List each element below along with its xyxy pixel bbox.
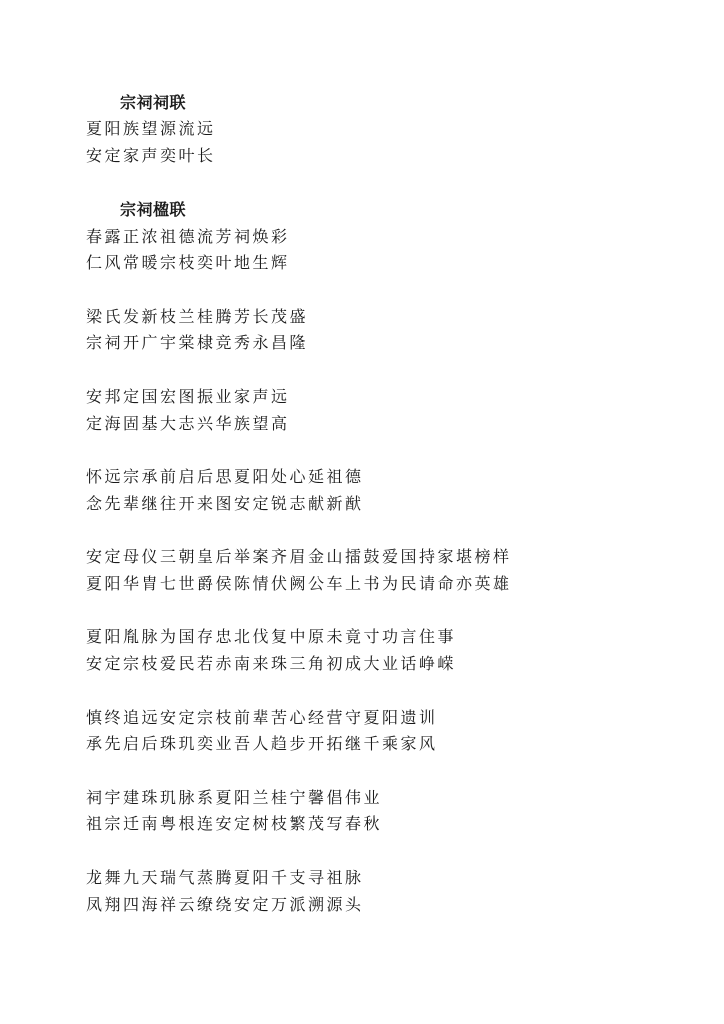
couplet-line: 夏阳华胄七世爵侯陈情伏阙公车上书为民请命亦英雄 bbox=[86, 574, 512, 593]
couplet-line: 怀远宗承前启后思夏阳处心延祖德 bbox=[86, 467, 364, 486]
section-heading-ancestral-hall-couplet: 宗祠祠联 bbox=[120, 93, 187, 112]
couplet-line: 承先启后珠玑奕业吾人趋步开拓继千乘家风 bbox=[86, 734, 438, 753]
couplet-line: 安定家声奕叶长 bbox=[86, 146, 216, 165]
couplet-line: 祠宇建珠玑脉系夏阳兰桂宁馨倡伟业 bbox=[86, 788, 383, 807]
couplet-line: 定海固基大志兴华族望高 bbox=[86, 414, 290, 433]
couplet-line: 仁风常暖宗枝奕叶地生辉 bbox=[86, 253, 290, 272]
couplet-line: 夏阳族望源流远 bbox=[86, 119, 216, 138]
section-heading-pillar-couplets: 宗祠楹联 bbox=[120, 200, 187, 219]
couplet-line: 念先辈继往开来图安定锐志献新猷 bbox=[86, 494, 364, 513]
couplet-line: 安定母仪三朝皇后举案齐眉金山擂鼓爱国持家堪榜样 bbox=[86, 547, 512, 566]
couplet-line: 宗祠开广宇棠棣竞秀永昌隆 bbox=[86, 333, 309, 352]
couplet-line: 龙舞九天瑞气蒸腾夏阳千支寻祖脉 bbox=[86, 868, 364, 887]
couplet-line: 春露正浓祖德流芳祠焕彩 bbox=[86, 227, 290, 246]
couplet-line: 祖宗迁南粤根连安定树枝繁茂写春秋 bbox=[86, 814, 383, 833]
couplet-line: 夏阳胤脉为国存忠北伐复中原未竟寸功言住事 bbox=[86, 627, 457, 646]
couplet-line: 慎终追远安定宗枝前辈苦心经营守夏阳遗训 bbox=[86, 708, 438, 727]
couplet-line: 凤翔四海祥云缭绕安定万派溯源头 bbox=[86, 895, 364, 914]
couplet-line: 安定宗枝爱民若赤南来珠三角初成大业话峥嵘 bbox=[86, 654, 457, 673]
couplet-line: 安邦定国宏图振业家声远 bbox=[86, 387, 290, 406]
couplet-line: 梁氏发新枝兰桂腾芳长茂盛 bbox=[86, 307, 309, 326]
